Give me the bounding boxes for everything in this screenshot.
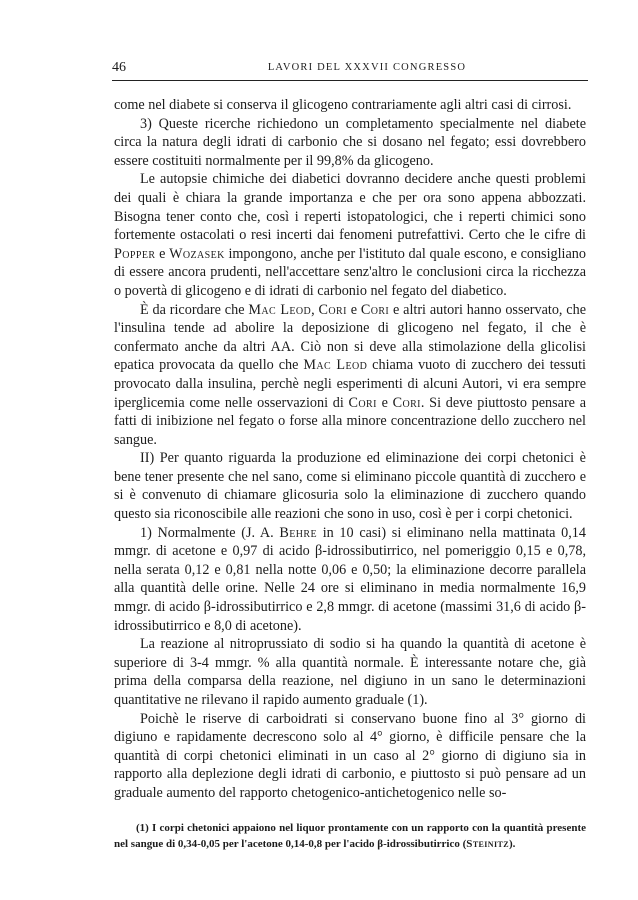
author-name: Mac Leod [248, 301, 312, 318]
text-run: (1) I corpi chetonici appaiono nel liquor prontamente con un rapporto con la quantità presente nel sangue di 0,34-0,05 per l'acetone 0,14-0,8 per l'acido β-idrossibutirrico ( [114, 822, 586, 850]
author-name: Cori [348, 394, 377, 411]
page-header [112, 60, 588, 81]
text-run: e [155, 245, 170, 262]
author-name: Wozasek [169, 245, 225, 262]
text-run: chiama vuoto di zucchero dei tessuti provocato dalla insulina, perchè negli esperimenti di alcuni Autori, vi era sempre iperglicemia come nelle osservazioni di [114, 357, 586, 411]
author-name: Steinitz [466, 838, 509, 850]
author-name: Cori [318, 301, 347, 318]
author-name: Mac Leod [303, 357, 368, 374]
paragraph [114, 170, 586, 300]
text-run: ). [508, 838, 516, 850]
author-name: Behre [279, 524, 317, 541]
text-run: La reazione al nitroprussiato di sodio si ha quando la quantità di acetone è superiore di 3-4 mmgr. % alla quantità normale. È interessante notare che, già prima della comparsa della reazione, nel digiuno in un sano le determinazioni quantitative ne rilevano il rapido aumento graduale (1). [114, 636, 586, 708]
footnote [114, 820, 586, 852]
paragraph [114, 449, 586, 523]
text-run: , [311, 301, 319, 318]
paragraph [114, 301, 586, 450]
paragraph [114, 115, 586, 171]
text-run: Poichè le riserve di carboidrati si conservano buone fino al 3° giorno di digiuno e rapidamente decrescono solo al 4° giorno, è difficile pensare che la quantità di corpi chetonici eliminati in un caso al 2° giorno di digiuno sia in rapporto alla deplezione degli idrati di carbonio, e piuttosto si può pensare ad un graduale aumento del rapporto chetogenico-antichetogenico nelle so- [114, 710, 586, 801]
text-run: È da ricordare che [140, 301, 249, 318]
text-run: e [376, 394, 393, 411]
author-name: Popper [114, 245, 156, 262]
body-text [114, 96, 586, 803]
text-run: e [346, 301, 361, 318]
paragraph [114, 524, 586, 636]
author-name: Cori [392, 394, 421, 411]
text-run: Le autopsie chimiche dei diabetici dovranno decidere anche questi problemi dei quali è chiara la grande importanza e che per ora sono appena abbozzati. Bisogna tener conto che, così i reperti istopatologici, che i reperti chimici sono fortemente ostacolati o resi incerti dai fenomeni putrefattivi. Certo che le cifre di [114, 171, 586, 244]
text-run: 3) Queste ricerche richiedono un completamento specialmente nel diabete circa la natura degli idrati di carbonio che si dosano nel fegato; essi dovrebbero essere costituiti normalmente per il 99,8% da glicogeno. [114, 115, 586, 169]
running-title: LAVORI DEL XXXVII CONGRESSO [267, 62, 467, 73]
text-run: in 10 casi) si eliminano nella mattinata 0,14 mmgr. di acetone e 0,97 di acido β-idrossibutirrico, nel pomeriggio 0,15 e 0,78, nella serata 0,12 e 0,81 nella notte 0,06 e 0,50; la eliminazione decorre parallela alla quantità delle orine. Nelle 24 ore si eliminano in media normalmente 16,9 mmgr. di acido β-idrossibutirrico e 2,8 mmgr. di acetone (massimi 31,6 di acido β-idrossibutirrico e 8,0 di acetone). [114, 524, 586, 634]
text-run: 1) Normalmente (J. A. [140, 524, 280, 541]
text-run: come nel diabete si conserva il glicogeno contrariamente agli altri casi di cirrosi. [114, 97, 572, 113]
page-number: 46 [112, 60, 126, 75]
paragraph [114, 96, 586, 115]
text-run: impongono, anche per l'istituto dal quale escono, e consigliano di essere ancora prudenti, nell'accettare senz'altro le conclusioni circa la ricchezza o povertà di glicogeno e di idrati di carbonio nel fegato del diabetico. [114, 245, 586, 299]
author-name: Cori [360, 301, 390, 318]
paragraph [114, 710, 586, 803]
text-run: . Si deve piuttosto pensare a fatti di inibizione nel fegato o forse alla minore concentrazione dello zucchero nel sangue. [114, 394, 586, 448]
text-run: e altri autori hanno osservato, che l'insulina tende ad abolire la deposizione di glicogeno nel fegato, il che è confermato anche da altri AA. Ciò non si deve alla stimolazione della glicolisi epatica provocata da quello che [114, 301, 586, 374]
text-run: II) Per quanto riguarda la produzione ed eliminazione dei corpi chetonici è bene tener presente che nel sano, come si eliminano piccole quantità di zucchero e si è convenuto di chiamare glicosuria solo la eliminazione di zucchero quando questo sia riconoscibile alle reazioni che sono in uso, così è per i corpi chetonici. [114, 450, 586, 523]
paragraph [114, 635, 586, 709]
footnote-text [114, 820, 586, 852]
